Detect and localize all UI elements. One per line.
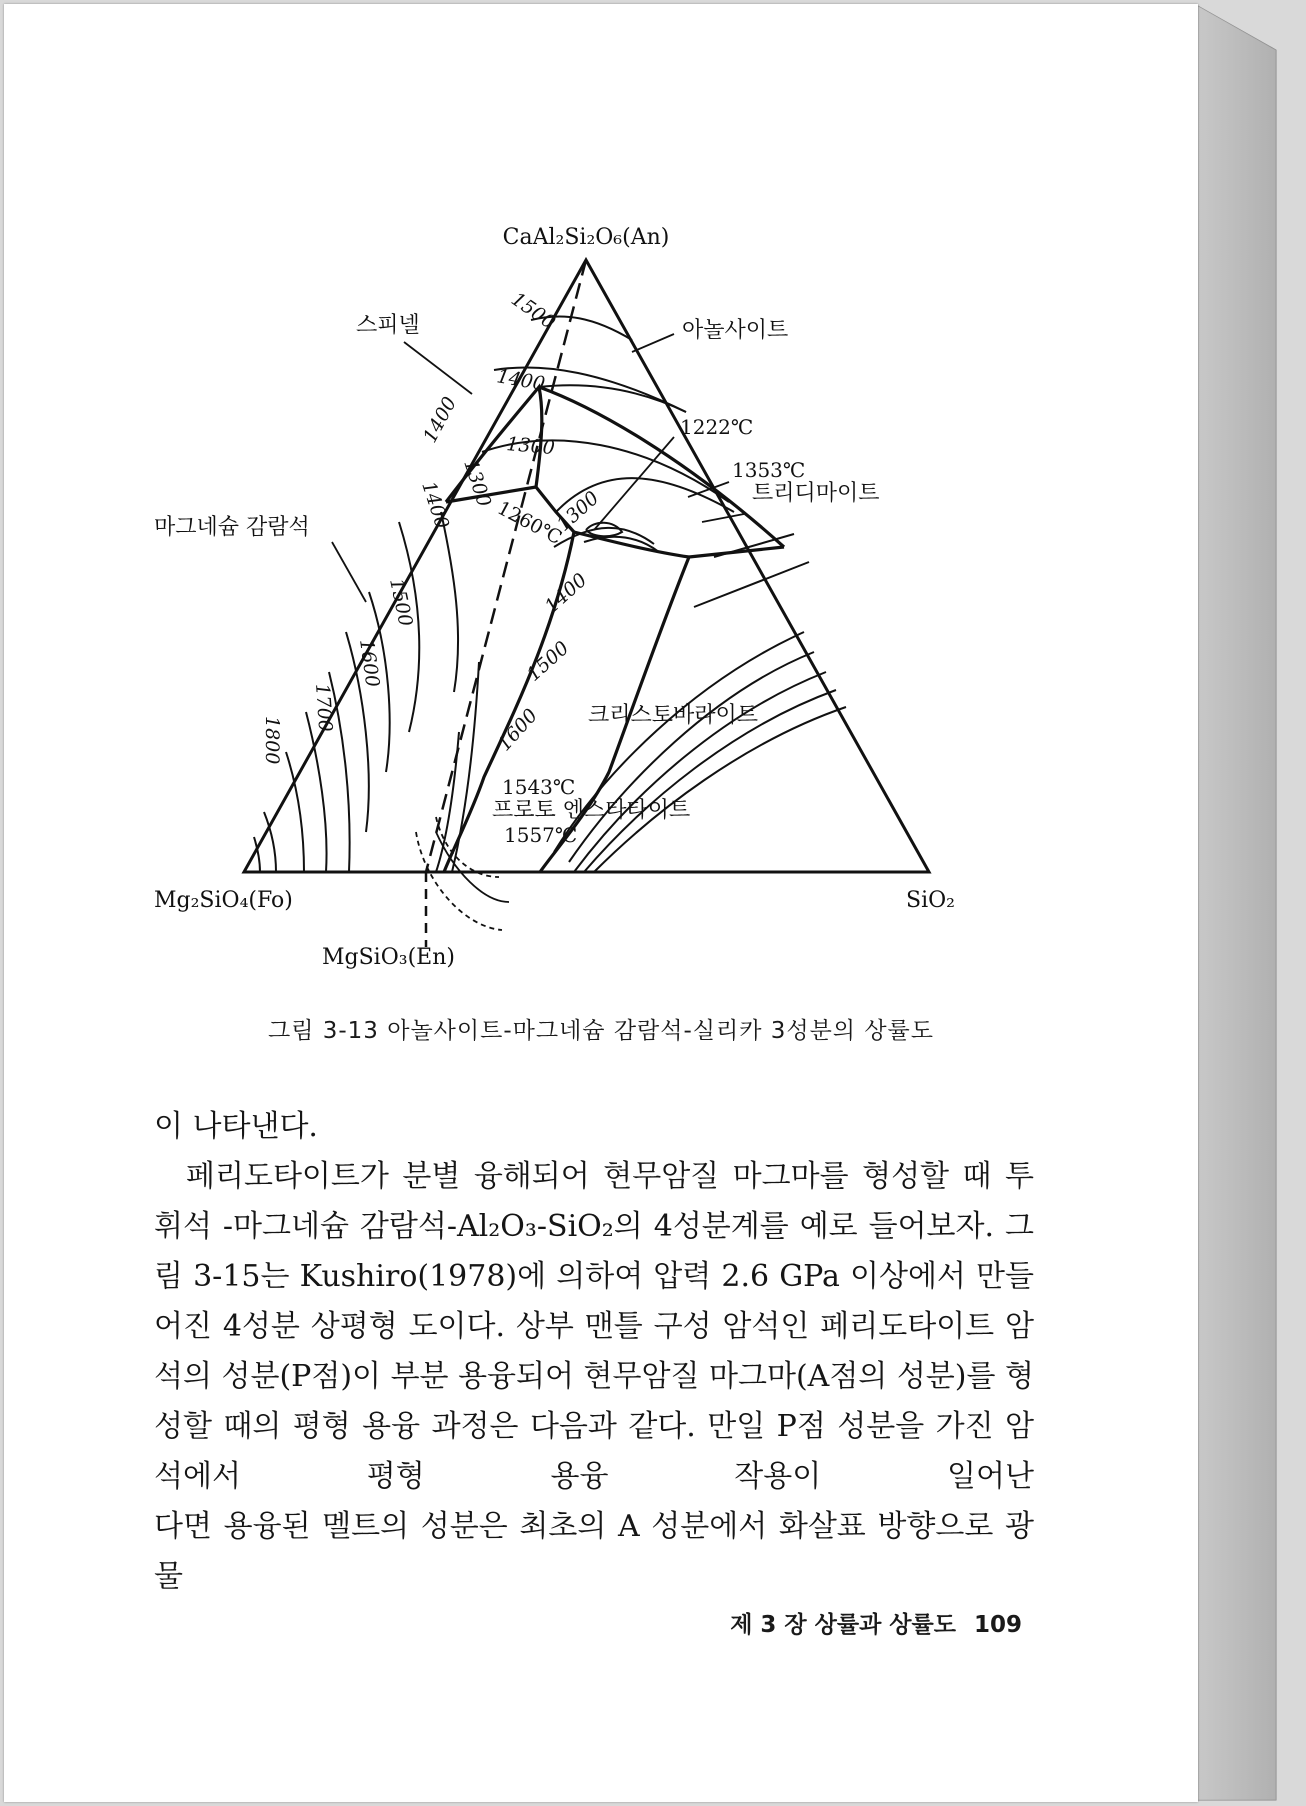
si-isotherm-tr2 [694, 562, 809, 607]
iso-sp-1300: 1300 [459, 456, 496, 510]
iso-fo-1400: 1400 [417, 478, 454, 532]
leader-spinel [404, 342, 472, 394]
iso-si-1500: 1500 [522, 637, 574, 686]
body-last-line: 다면 용융된 멜트의 성분은 최초의 A 성분에서 화살표 방향으로 광물 [154, 1509, 1034, 1594]
apex-si: SiO₂ [906, 888, 955, 913]
iso-an-1400: 1400 [495, 365, 547, 396]
apex-an: CaAl₂Si₂O₆(An) [502, 225, 670, 250]
leader-fo [332, 542, 366, 602]
point-1222: 1222℃ [680, 415, 754, 439]
figure-caption: 그림 3-13 아놀사이트-마그네슘 감람석-실리카 3성분의 상률도 [267, 1018, 934, 1044]
label-anorthite: 아놀사이트 [682, 318, 789, 343]
fo-isotherm-1400 [441, 512, 458, 692]
si-isotherm-1400b [569, 652, 814, 862]
iso-an-1300: 1300 [505, 433, 556, 460]
iso-fo-1500: 1500 [385, 576, 417, 629]
label-protoenstatite: 프로토 엔스타타이트 [492, 798, 691, 823]
point-1557: 1557℃ [504, 823, 578, 847]
leader-1557 [416, 832, 502, 930]
page-number: 109 [973, 1612, 1022, 1638]
body-paragraph: 페리도타이트가 분별 융해되어 현무암질 마그마를 형성할 때 투휘석 -마그네슘 감람석-Al₂O₃-SiO₂의 4성분계를 예로 들어보자. 그림 3-15는 Kushiro(1978)에 의하여 압력 2.6 GPa 이상에서 만들어진 4성분 상평형 도이다. 상부 맨틀 구성 암석인 페리도타이트 암석의 성분(P점)이 부분 용융되어 현무암질 마그마(A점의 성분)를 형성할 때의 평형 용융 과정은 다음과 같다. 만일 P점 성분을 가진 암석에서 평형 용융 작용이 일어난 [154, 1159, 1034, 1494]
iso-si-1400: 1400 [540, 569, 592, 618]
page-footer [720, 1606, 1022, 1639]
an-si-boundary [689, 547, 784, 557]
iso-an-1500: 1500 [507, 288, 560, 334]
iso-fo-1800: 1800 [261, 716, 283, 765]
label-forsterite: 마그네슘 감람석 [154, 515, 310, 540]
phase-diagram-figure [154, 212, 974, 992]
leader-anorthite [632, 334, 674, 352]
apex-en: MgSiO₃(En) [322, 945, 455, 970]
label-cristobalite: 크리스토바라이트 [588, 703, 759, 728]
fo-isotherm-1500 [399, 522, 419, 732]
iso-si-1600: 1600 [493, 704, 543, 756]
leader-1222 [594, 437, 674, 530]
fo-isotherm-1700 [306, 712, 327, 872]
point-1543: 1543℃ [502, 775, 576, 799]
book-page [4, 4, 1198, 1802]
iso-fo-1600: 1600 [355, 637, 384, 689]
iso-en-1300: 1300 [552, 487, 604, 536]
iso-sp-1400: 1400 [418, 393, 462, 447]
label-tridymite: 트리디마이트 [752, 481, 880, 506]
si-isotherm-1600 [594, 707, 846, 872]
iso-fo-1700: 1700 [311, 682, 337, 733]
footer-chapter: 제 3 장 상률과 상률도 [730, 1612, 956, 1638]
an-en-boundary [574, 532, 689, 557]
apex-fo: Mg₂SiO₄(Fo) [154, 888, 293, 913]
point-1260: 1260℃ [493, 496, 566, 550]
body-text [154, 1102, 1034, 1602]
en-side-1 [436, 732, 459, 872]
ternary-phase-diagram [154, 212, 974, 992]
label-spinel: 스피넬 [356, 313, 420, 338]
point-1353: 1353℃ [732, 458, 806, 482]
body-line-1: 이 나타낸다. [154, 1109, 318, 1144]
leader-tridymite [702, 514, 744, 522]
